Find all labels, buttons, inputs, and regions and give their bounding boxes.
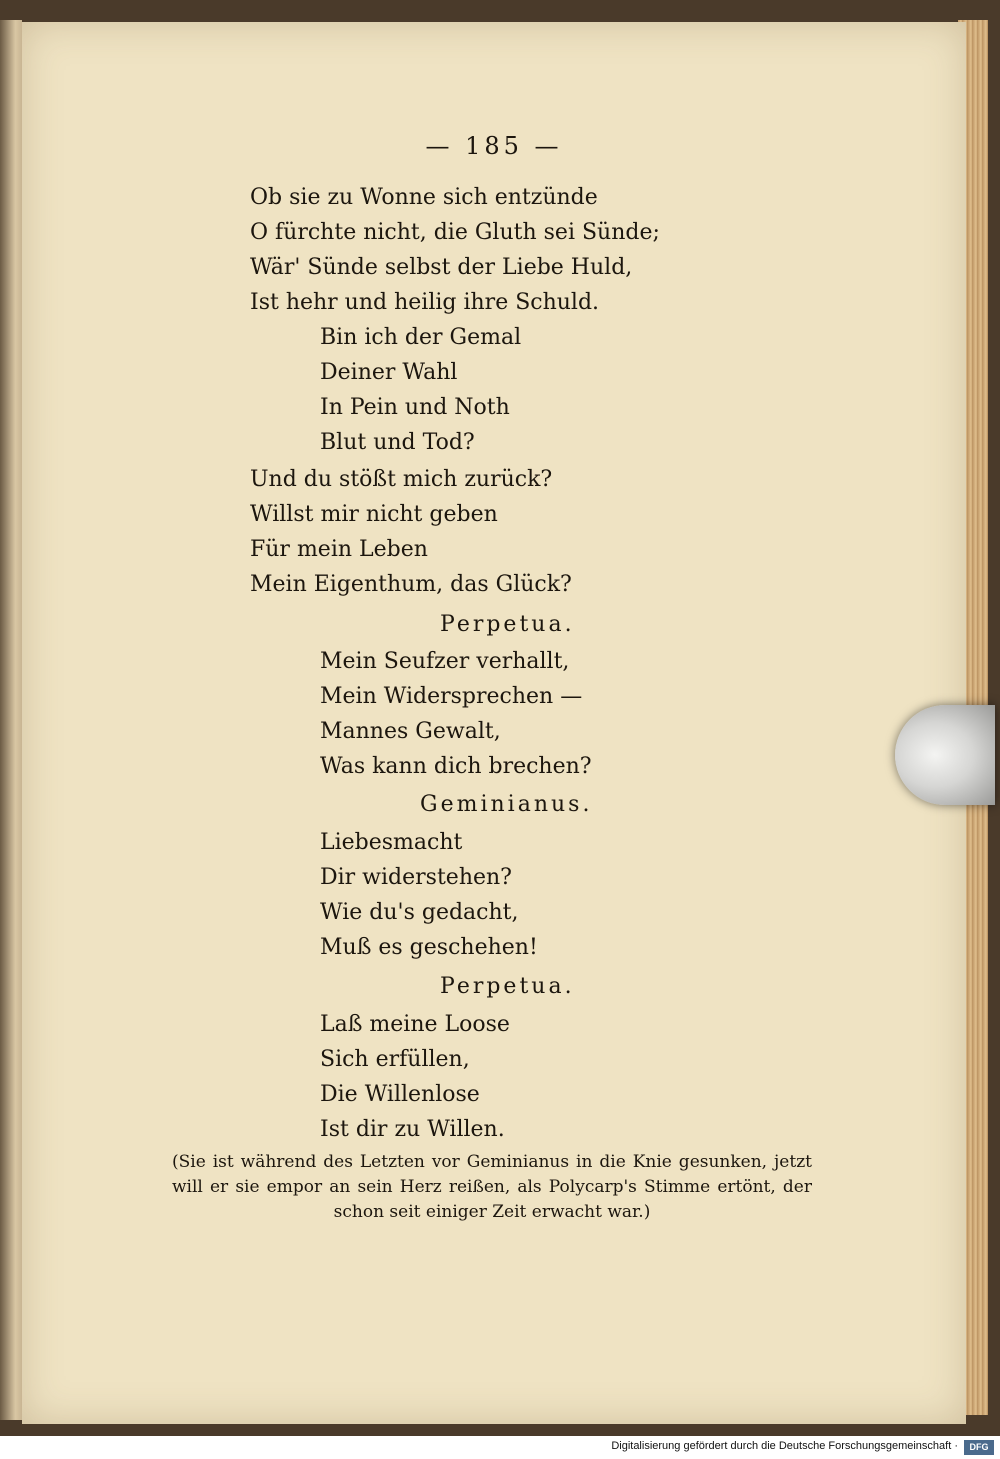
verse-line: Muß es geschehen! (320, 935, 538, 960)
page-number: — 185 — (425, 132, 563, 160)
verse-line: Liebesmacht (320, 830, 463, 855)
verse-line: Ist dir zu Willen. (320, 1117, 505, 1142)
verse-line: Mein Seufzer verhallt, (320, 649, 570, 674)
verse-line: Laß meine Loose (320, 1012, 510, 1037)
verse-line: Ist hehr und heilig ihre Schuld. (250, 290, 600, 315)
verse-line: Dir widerstehen? (320, 865, 512, 890)
verse-line: Und du stößt mich zurück? (250, 467, 553, 492)
verse-line: Willst mir nicht geben (250, 502, 498, 527)
verse-line: In Pein und Noth (320, 395, 510, 420)
verse-line: Was kann dich brechen? (320, 754, 592, 779)
verse-line: Wie du's gedacht, (320, 900, 519, 925)
verse-line: Ob sie zu Wonne sich entzünde (250, 185, 598, 210)
speaker-name: Perpetua. (440, 974, 575, 999)
page-clip (895, 705, 995, 805)
verse-line: Bin ich der Gemal (320, 325, 522, 350)
verse-line: O fürchte nicht, die Gluth sei Sünde; (250, 220, 660, 245)
footer-bar (0, 1436, 1000, 1459)
verse-line: Für mein Leben (250, 537, 428, 562)
verse-line: Mein Eigenthum, das Glück? (250, 572, 572, 597)
speaker-name: Geminianus. (420, 792, 593, 817)
verse-line: Die Willenlose (320, 1082, 480, 1107)
verse-line: Blut und Tod? (320, 430, 475, 455)
verse-line: Mein Widersprechen — (320, 684, 583, 709)
speaker-name: Perpetua. (440, 612, 575, 637)
verse-line: Mannes Gewalt, (320, 719, 501, 744)
funding-notice: Digitalisierung gefördert durch die Deutsche Forschungsgemeinschaft · (611, 1440, 958, 1452)
stage-direction: (Sie ist während des Letzten vor Geminianus in die Knie gesunken, jetzt will er sie empor an sein Herz reißen, als Polycarp's Stimme ertönt, der schon seit einiger Zeit erwacht war.) (172, 1152, 812, 1222)
verse-line: Deiner Wahl (320, 360, 458, 385)
previous-page-edge (0, 20, 22, 1420)
dfg-logo: DFG (964, 1440, 994, 1455)
verse-line: Wär' Sünde selbst der Liebe Huld, (250, 255, 633, 280)
verse-line: Sich erfüllen, (320, 1047, 470, 1072)
book-page (22, 22, 966, 1424)
